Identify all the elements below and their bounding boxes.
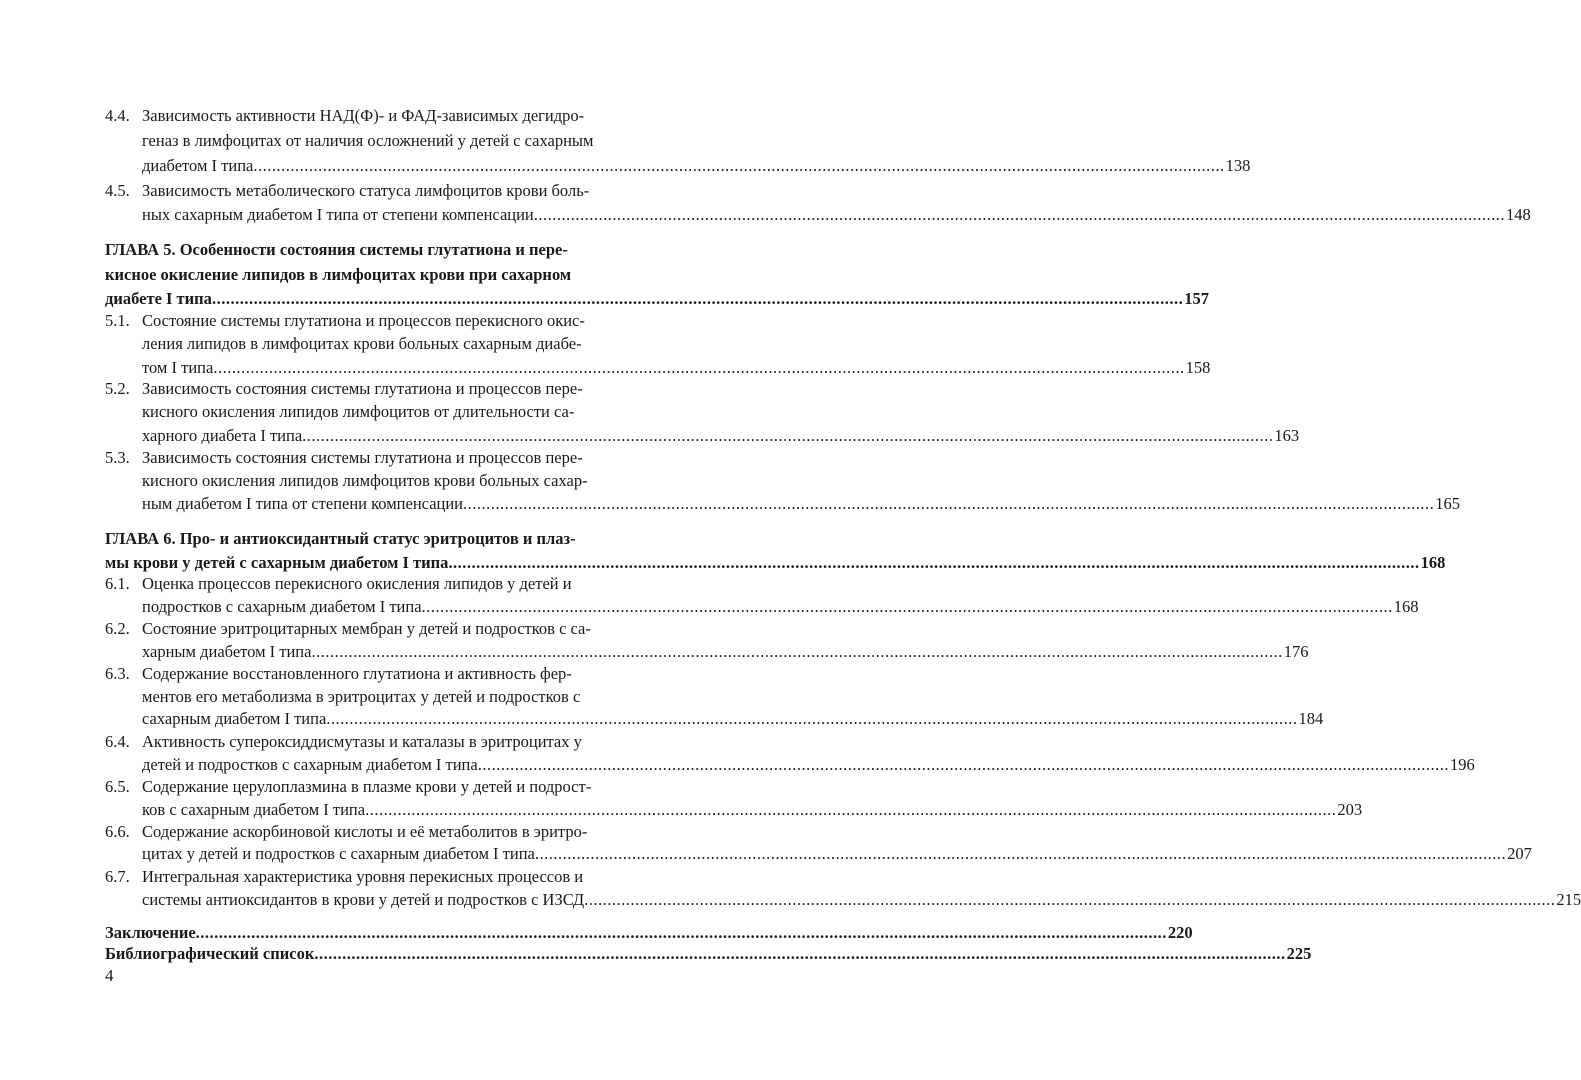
dot-leader: ..................................................................................................................................................................................................................: [195, 923, 1167, 942]
page-number: 215: [1556, 890, 1581, 909]
page-number: 157: [1184, 289, 1209, 308]
chapter-title-cont: мы крови у детей с сахарным диабетом I типа: [105, 553, 449, 572]
page-number: 138: [1225, 156, 1251, 175]
entry-title-cont: сахарным диабетом I типа: [142, 709, 327, 728]
page-number: 163: [1274, 426, 1300, 445]
entry-title-cont: геназ в лимфоцитах от наличия осложнений у детей с сахарным: [142, 131, 594, 150]
toc-leader-line: [142, 203, 1531, 227]
entry-title-cont: ных сахарным диабетом I типа от степени компенсации: [142, 205, 534, 224]
page-number: 220: [1167, 923, 1193, 942]
entry-title-cont: харным диабетом I типа: [142, 642, 312, 661]
toc-leader-line: [142, 707, 1324, 731]
chapter-title: Библиографический список: [105, 944, 315, 963]
entry-title: Содержание церулоплазмина в плазме крови у детей и подрост-: [142, 777, 592, 796]
dot-leader: ..................................................................................................................................................................................................................: [448, 553, 1420, 572]
toc-leader-line: [142, 842, 1532, 866]
dot-leader: ..................................................................................................................................................................................................................: [477, 755, 1449, 774]
entry-title: Интегральная характеристика уровня перекисных процессов и: [142, 867, 584, 886]
section-number: 6.3.: [105, 664, 130, 683]
toc-leader-line: [142, 595, 1419, 619]
dot-leader: ..................................................................................................................................................................................................................: [211, 289, 1184, 308]
chapter-title-cont: диабете I типа: [105, 289, 212, 308]
chapter-title: Заключение: [105, 923, 196, 942]
entry-title-cont: цитах у детей и подростков с сахарным диабетом I типа: [142, 844, 535, 863]
page-number: 176: [1283, 642, 1309, 661]
section-number: 5.3.: [105, 448, 130, 467]
section-number: 4.4.: [105, 106, 130, 125]
entry-title-cont: харного диабета I типа: [142, 426, 303, 445]
page-number: 165: [1435, 494, 1461, 513]
entry-title: Зависимость метаболического статуса лимфоцитов крови боль-: [142, 181, 590, 200]
dot-leader: ..................................................................................................................................................................................................................: [314, 944, 1286, 963]
dot-leader: ..................................................................................................................................................................................................................: [365, 800, 1337, 819]
toc-leader-line: [142, 492, 1461, 516]
section-number: 6.6.: [105, 822, 130, 841]
page-number: 148: [1506, 205, 1531, 224]
toc-leader-line: [142, 154, 1251, 178]
section-number: 5.1.: [105, 311, 130, 330]
entry-title-cont: том I типа: [142, 358, 214, 377]
page-number: 168: [1420, 553, 1446, 572]
dot-leader: ..................................................................................................................................................................................................................: [463, 494, 1435, 513]
dot-leader: ..................................................................................................................................................................................................................: [311, 642, 1283, 661]
dot-leader: ..................................................................................................................................................................................................................: [584, 890, 1556, 909]
entry-title-cont: ментов его метаболизма в эритроцитах у детей и подростков с: [142, 687, 581, 706]
entry-title: Зависимость активности НАД(Ф)- и ФАД-зависимых дегидро-: [142, 106, 585, 125]
entry-title: Состояние эритроцитарных мембран у детей и подростков с са-: [142, 619, 591, 638]
entry-title-cont: детей и подростков с сахарным диабетом I типа: [142, 755, 478, 774]
dot-leader: ..................................................................................................................................................................................................................: [213, 358, 1185, 377]
toc-leader-line: [105, 287, 1209, 311]
entry-title: Оценка процессов перекисного окисления липидов у детей и: [142, 574, 572, 593]
section-number: 6.2.: [105, 619, 130, 638]
page-number: 207: [1507, 844, 1532, 863]
chapter-title: ГЛАВА 5. Особенности состояния системы глутатиона и пере-: [105, 240, 568, 259]
entry-title-cont: диабетом I типа: [142, 156, 254, 175]
toc-leader-line: [142, 753, 1475, 777]
entry-title-cont: ным диабетом I типа от степени компенсации: [142, 494, 464, 513]
section-number: 6.7.: [105, 867, 130, 886]
entry-title-cont: подростков с сахарным диабетом I типа: [142, 597, 422, 616]
dot-leader: ..................................................................................................................................................................................................................: [421, 597, 1393, 616]
section-number: 4.5.: [105, 181, 130, 200]
chapter-title-cont: кисное окисление липидов в лимфоцитах крови при сахарном: [105, 265, 572, 284]
entry-title-cont: кисного окисления липидов лимфоцитов крови больных сахар-: [142, 471, 588, 490]
dot-leader: ..................................................................................................................................................................................................................: [533, 205, 1506, 224]
toc-leader-line: [105, 942, 1312, 966]
section-number: 6.1.: [105, 574, 130, 593]
page-footer-number: 4: [105, 966, 114, 985]
page-number: 225: [1286, 944, 1312, 963]
toc-leader-line: [142, 798, 1363, 822]
page-number: 196: [1449, 755, 1475, 774]
entry-title: Состояние системы глутатиона и процессов перекисного окис-: [142, 311, 585, 330]
entry-title-cont: ков с сахарным диабетом I типа: [142, 800, 366, 819]
page-number: 158: [1185, 358, 1211, 377]
chapter-title: ГЛАВА 6. Про- и антиоксидантный статус эритроцитов и плаз-: [105, 529, 576, 548]
dot-leader: ..................................................................................................................................................................................................................: [253, 156, 1225, 175]
page-number: 184: [1298, 709, 1324, 728]
entry-title: Зависимость состояния системы глутатиона и процессов пере-: [142, 379, 583, 398]
entry-title: Активность супероксиддисмутазы и каталазы в эритроцитах у: [142, 732, 582, 751]
entry-title-cont: кисного окисления липидов лимфоцитов от длительности са-: [142, 402, 575, 421]
entry-title: Содержание восстановленного глутатиона и активность фер-: [142, 664, 572, 683]
dot-leader: ..................................................................................................................................................................................................................: [326, 709, 1298, 728]
toc-leader-line: [142, 640, 1309, 664]
dot-leader: ..................................................................................................................................................................................................................: [302, 426, 1274, 445]
entry-title-cont: ления липидов в лимфоцитах крови больных сахарным диабе-: [142, 334, 582, 353]
section-number: 5.2.: [105, 379, 130, 398]
entry-title: Зависимость состояния системы глутатиона и процессов пере-: [142, 448, 583, 467]
dot-leader: ..................................................................................................................................................................................................................: [534, 844, 1507, 863]
page-number: 168: [1393, 597, 1419, 616]
page-number: 203: [1337, 800, 1363, 819]
entry-title-cont: системы антиоксидантов в крови у детей и подростков с ИЗСД: [142, 890, 585, 909]
section-number: 6.5.: [105, 777, 130, 796]
section-number: 6.4.: [105, 732, 130, 751]
toc-leader-line: [142, 424, 1300, 448]
toc-leader-line: [142, 888, 1581, 912]
entry-title: Содержание аскорбиновой кислоты и её метаболитов в эритро-: [142, 822, 588, 841]
